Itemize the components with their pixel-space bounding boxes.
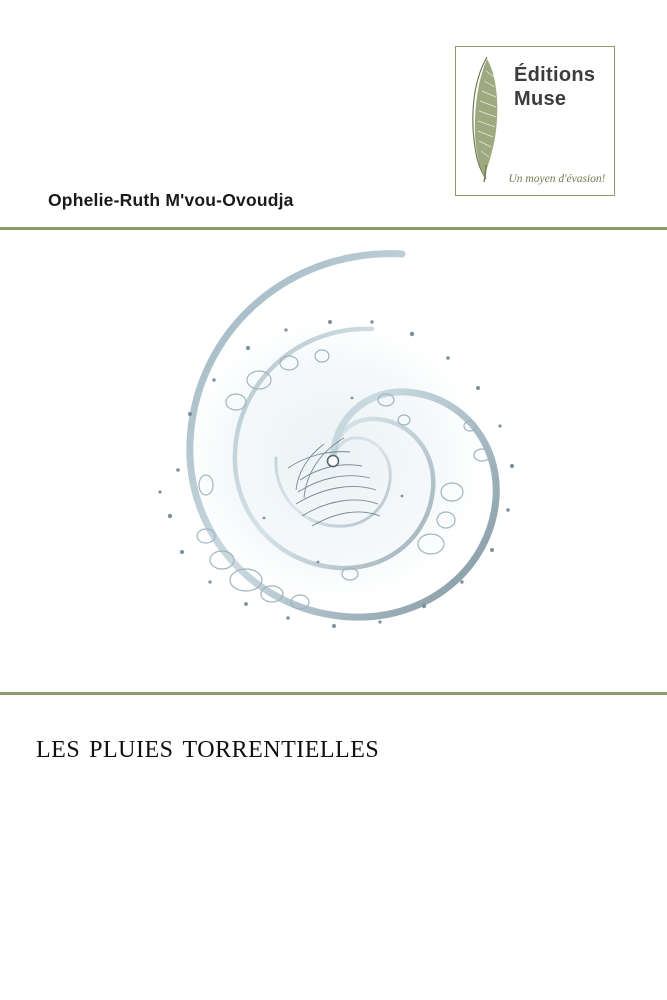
publisher-name-line2: Muse xyxy=(514,87,567,110)
publisher-name xyxy=(514,65,612,110)
publisher-tagline: Un moyen d'évasion! xyxy=(508,173,606,185)
page-title: les pluies torrentielles xyxy=(36,728,380,765)
publisher-name-line1: Éditions xyxy=(514,64,596,86)
divider-bottom xyxy=(0,692,667,695)
feather-icon xyxy=(464,53,510,183)
water-spiral-illustration xyxy=(0,230,667,692)
publisher-logo xyxy=(455,46,615,196)
author-name: Ophelie-Ruth M'vou-Ovoudja xyxy=(48,190,294,210)
